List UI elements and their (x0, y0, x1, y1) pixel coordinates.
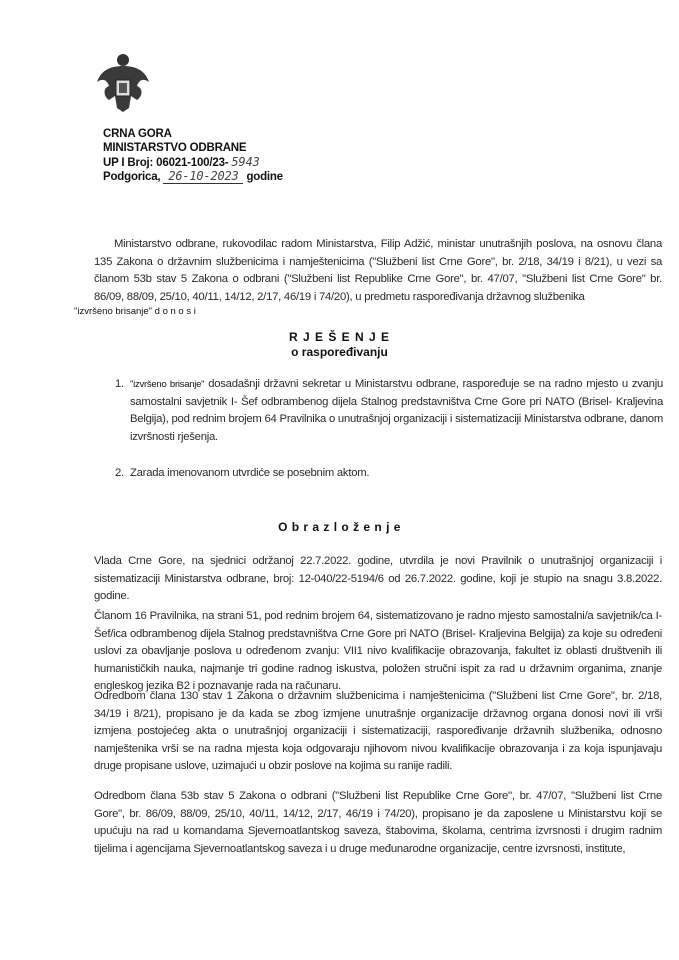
reasoning-paragraph: Odredbom člana 130 stav 1 Zakona o državnim službenicima i namještenicima ("Službeni list Crne Gore", br. 2/18, 34/19 i 8/21), propisano je da kada se zbog izmjene unutrašnje organizacije državnog organa donosi novi ili vrši izmjena postojećeg akta o unutrašnjoj organizaciji i sistematizaciji, raspoređivanje državnih službenika, odnosno namještenika vrši se na radna mjesta koja odgovaraju njihovom nivou kvalifikacije obrazovanja i za koja ispunjavaju druge propisane uslove, uzimajući u obzir poslove na kojima su ranije radili. (94, 690, 662, 773)
redacted-name: "izvršeno brisanje" (130, 379, 205, 390)
reference-number (103, 155, 260, 169)
reference-handwritten: 5943 (231, 155, 260, 169)
reasoning-paragraph: Vlada Crne Gore, na sjednici održanoj 22.7.2022. godine, utvrdila je novi Pravilnik o unutrašnjoj organizaciji i sistematizaciji Ministarstva odbrane, broj: 12-040/22-5194/6 od 26.7.2022. godine, koji je stupio na snagu 3.8.2022. godine. (94, 555, 662, 603)
reasoning-paragraph: Odredbom člana 53b stav 5 Zakona o odbrani ("Službeni list Republike Crne Gore", br. 47/07, "Službeni list Crne Gore", br. 86/09, 88/09, 25/10, 40/11, 14/12, 2/17, 46/19 i 74/20), propisano je da zaposlene u Ministarstvu koji se upućuju na rad u komandama Sjevernoatlantskog saveza, štabovima, školama, centrima izvrsnosti i drugim radnim tijelima i agencijama Sjevernoatlantskog saveza i u druge međunarodne organizacije, centre izvrsnosti, institute, (94, 790, 662, 855)
intro-paragraph: Ministarstvo odbrane, rukovodilac radom Ministarstva, Filip Adžić, ministar unutrašnjih poslova, na osnovu člana 135 Zakona o državnim službenicima i namještenicima ("Službeni list Crne Gore", br. 2/18, 34/19 i 8/21), u vezi sa članom 53b stav 5 Zakona o odbrani ("Službeni list Republike Crne Gore", br. 47/07, "Službeni list Crne Gore" br. 86/09, 88/09, 25/10, 40/11, 14/12, 2/17, 46/19 i 74/20), u predmetu raspoređivanja državnog službenika (94, 238, 662, 303)
reasoning-paragraph: Članom 16 Pravilnika, na strani 51, pod rednim brojem 64, sistematizovano je radno mjesto samostalni/a savjetnik/ca I- Šef/ica odbrambenog dijela Stalnog predstavništva Crne Gore pri NATO (Brisel- Kraljevina Belgija) za koje su određeni uslovi za obavljanje poslova u određenom zvanju: VII1 nivo kvalifikacije obrazovanja, fakultet iz oblasti društvenih ili humanističkih nauka, najmanje tri godine radnog iskustva, položen stručni ispit za rad u državnim organima, znanje engleskog jezika B2 i poznavanje rada na računaru. (94, 610, 662, 693)
decision-subtitle: o raspoređivanju (291, 345, 388, 359)
reasoning-title: O b r a z l o ž e n j e (278, 520, 401, 534)
reference-prefix: UP I Broj: 06021-100/23- (103, 157, 229, 169)
intro-redacted: "izvršeno brisanje" d o n o s i (74, 306, 196, 317)
decision-item: 1. "izvršeno brisanje" dosadašnji državni sekretar u Ministarstvu odbrane, raspoređuje se na radno mjesto u zvanju samostalni savjetnik I- Šef odbrambenog dijela Stalnog predstavništva Crne Gore pri NATO (Brisel- Kraljevina Belgija), pod rednim brojem 64 Pravilnika o unutrašnjoj organizaciji i sistematizaciji Ministarstva odbrane, danom izvršnosti rješenja. (115, 378, 664, 443)
decision-title: R J E Š E N J E (288, 330, 391, 344)
ministry-name: MINISTARSTVO ODBRANE (103, 142, 247, 154)
coat-of-arms-emblem (93, 52, 153, 114)
place-date (103, 169, 283, 184)
country-name: CRNA GORA (103, 128, 172, 140)
date-suffix: godine (246, 171, 283, 183)
date-handwritten: 26-10-2023 (163, 169, 243, 184)
place: Podgorica, (103, 171, 161, 183)
decision-item: 2. Zarada imenovanom utvrdiće se posebnim aktom. (115, 467, 370, 479)
